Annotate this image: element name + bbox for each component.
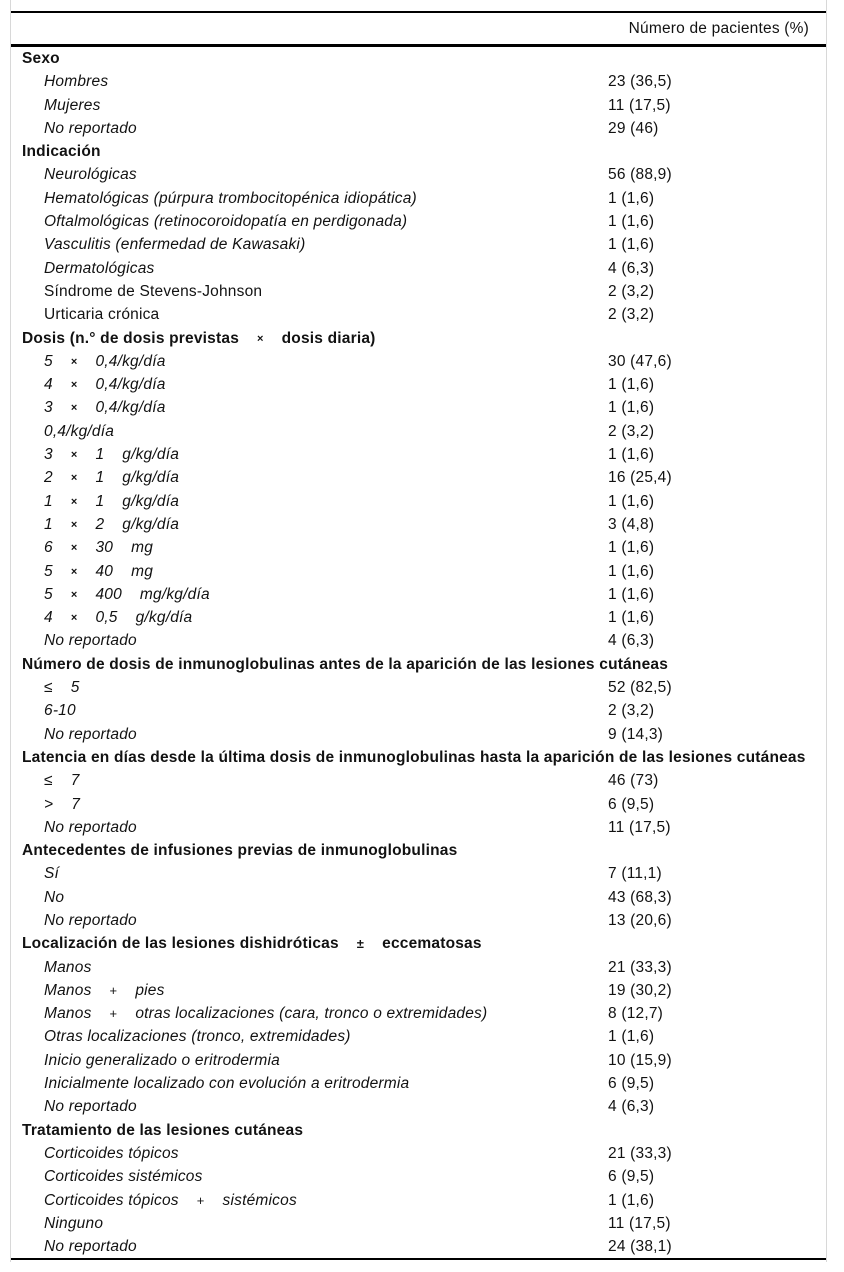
plus-symbol: + — [109, 1006, 118, 1022]
row-value: 4 (6,3) — [608, 1098, 655, 1116]
row-value: 11 (17,5) — [608, 96, 671, 114]
row-value: 11 (17,5) — [608, 818, 671, 836]
label-part: 7 — [70, 772, 80, 790]
section-title-row — [11, 47, 826, 70]
table-row — [11, 443, 826, 466]
row-label: Manos — [44, 958, 92, 976]
row-label — [11, 443, 179, 468]
row-value: 2 (3,2) — [608, 702, 655, 720]
row-value: 24 (38,1) — [608, 1238, 672, 1256]
row-label: Vasculitis (enfermedad de Kawasaki) — [44, 236, 306, 254]
row-label — [11, 373, 166, 398]
row-label: Otras localizaciones (tronco, extremidades) — [44, 1028, 351, 1046]
row-label — [11, 536, 153, 561]
row-label — [11, 583, 210, 608]
section-title: Tratamiento de las lesiones cutáneas — [22, 1121, 304, 1139]
row-value: 8 (12,7) — [608, 1005, 664, 1023]
label-part: 40 — [95, 562, 114, 580]
label-part: mg/kg/día — [139, 585, 210, 603]
table-row — [11, 70, 826, 93]
row-label — [11, 1002, 487, 1025]
row-value: 2 (3,2) — [608, 282, 655, 300]
row-value: 4 (6,3) — [608, 259, 655, 277]
table-row — [11, 1165, 826, 1188]
table-row — [11, 1235, 826, 1258]
table-row — [11, 490, 826, 513]
label-part: 0,4/kg/día — [95, 399, 166, 417]
table-row — [11, 1002, 826, 1025]
section-title-row — [11, 839, 826, 862]
label-part: 2 — [95, 515, 105, 533]
row-label — [11, 560, 153, 585]
row-value: 13 (20,6) — [608, 911, 672, 929]
row-value: 1 (1,6) — [608, 492, 655, 510]
row-label: No reportado — [44, 725, 137, 743]
label-part: 0,4/kg/día — [95, 352, 166, 370]
row-label: No reportado — [44, 119, 137, 137]
row-value: 1 (1,6) — [608, 1028, 655, 1046]
section-title-row — [11, 327, 826, 350]
column-header-numero-pacientes: Número de pacientes (%) — [628, 20, 809, 37]
label-part: eccematosas — [382, 935, 482, 953]
label-part: 5 — [44, 562, 53, 580]
row-label: No reportado — [44, 1098, 137, 1116]
table-row — [11, 210, 826, 233]
row-label: Ninguno — [44, 1214, 104, 1232]
table-row — [11, 350, 826, 373]
section-title — [11, 932, 482, 955]
row-label — [11, 769, 80, 792]
row-value: 7 (11,1) — [608, 865, 662, 883]
section-title-row — [11, 932, 826, 955]
label-part: Dosis (n.° de dosis previstas — [22, 329, 240, 347]
table-row — [11, 373, 826, 396]
row-value: 29 (46) — [608, 119, 659, 137]
label-part: Localización de las lesiones dishidróticas — [22, 935, 339, 953]
times-symbol: × — [70, 612, 78, 625]
row-value: 1 (1,6) — [608, 1191, 655, 1209]
table-row — [11, 1049, 826, 1072]
row-value: 56 (88,9) — [608, 166, 672, 184]
row-value: 1 (1,6) — [608, 189, 655, 207]
plus-symbol: + — [196, 1192, 205, 1208]
section-title: Número de dosis de inmunoglobulinas antes de la aparición de las lesiones cutáneas — [22, 655, 669, 673]
row-label: No reportado — [44, 632, 137, 650]
table-row — [11, 793, 826, 816]
section-title: Sexo — [22, 50, 60, 67]
times-symbol: × — [70, 495, 78, 508]
table-row — [11, 816, 826, 839]
row-label — [11, 490, 179, 515]
row-value: 21 (33,3) — [608, 958, 672, 976]
table-row — [11, 94, 826, 117]
row-label: 0,4/kg/día — [44, 422, 115, 440]
times-symbol: × — [70, 565, 78, 578]
table-row — [11, 1212, 826, 1235]
row-label: No — [44, 888, 65, 906]
label-part: 1 — [44, 515, 53, 533]
table-row — [11, 886, 826, 909]
row-value: 1 (1,6) — [608, 609, 655, 627]
table-row — [11, 396, 826, 419]
label-part: Manos — [44, 981, 92, 999]
label-part: > — [44, 795, 54, 813]
patients-characteristics-table — [10, 0, 827, 1262]
row-label: Dermatológicas — [44, 259, 155, 277]
table-row — [11, 699, 826, 722]
table-row — [11, 1142, 826, 1165]
label-part: 4 — [44, 609, 53, 627]
table-row — [11, 163, 826, 186]
table-row — [11, 536, 826, 559]
row-value: 52 (82,5) — [608, 679, 672, 697]
label-part: 2 — [44, 469, 53, 487]
table-row — [11, 1072, 826, 1095]
table-row — [11, 956, 826, 979]
row-value: 43 (68,3) — [608, 888, 672, 906]
row-label — [11, 606, 192, 631]
row-label — [11, 793, 80, 816]
row-value: 1 (1,6) — [608, 376, 655, 394]
table-row — [11, 769, 826, 792]
table-row — [11, 1189, 826, 1212]
row-label — [11, 1189, 297, 1212]
label-part: 1 — [95, 469, 105, 487]
table-body — [11, 47, 826, 1260]
row-label: Hematológicas (púrpura trombocitopénica idiopática) — [44, 189, 417, 207]
row-label: Mujeres — [44, 96, 101, 114]
label-part: g/kg/día — [122, 492, 180, 510]
table-row — [11, 560, 826, 583]
label-part: otras localizaciones (cara, tronco o extremidades) — [135, 1005, 488, 1023]
label-part: g/kg/día — [122, 469, 180, 487]
table-row — [11, 909, 826, 932]
table-row — [11, 979, 826, 1002]
row-value: 6 (9,5) — [608, 795, 655, 813]
row-label: No reportado — [44, 818, 137, 836]
label-part: 1 — [95, 492, 105, 510]
table-row — [11, 676, 826, 699]
label-part: 1 — [95, 446, 105, 464]
row-label — [11, 513, 179, 538]
row-value: 19 (30,2) — [608, 981, 672, 999]
times-symbol: × — [70, 355, 78, 368]
label-part: 0,5 — [95, 609, 118, 627]
table-row — [11, 420, 826, 443]
times-symbol: × — [70, 542, 78, 555]
table-row — [11, 303, 826, 326]
row-label: No reportado — [44, 911, 137, 929]
label-part: 30 — [95, 539, 114, 557]
table-row — [11, 1095, 826, 1118]
label-part: 1 — [44, 492, 53, 510]
table-row — [11, 513, 826, 536]
table-row — [11, 233, 826, 256]
row-value: 21 (33,3) — [608, 1144, 672, 1162]
label-part: g/kg/día — [122, 446, 180, 464]
row-value: 1 (1,6) — [608, 539, 655, 557]
row-label: Sí — [44, 865, 60, 883]
row-value: 4 (6,3) — [608, 632, 655, 650]
table-row — [11, 280, 826, 303]
row-value: 6 (9,5) — [608, 1075, 655, 1093]
table-row — [11, 583, 826, 606]
section-title: Latencia en días desde la última dosis de inmunoglobulinas hasta la aparición de las lesiones cutáneas — [22, 748, 806, 766]
times-symbol: × — [70, 472, 78, 485]
row-label: Inicialmente localizado con evolución a eritrodermia — [44, 1075, 410, 1093]
row-value: 2 (3,2) — [608, 306, 655, 324]
label-part: 6 — [44, 539, 53, 557]
label-part: 5 — [44, 352, 53, 370]
row-label — [11, 979, 165, 1002]
label-part: 400 — [95, 585, 122, 603]
label-part: 3 — [44, 446, 53, 464]
table-row — [11, 257, 826, 280]
row-value: 2 (3,2) — [608, 422, 655, 440]
label-part: 3 — [44, 399, 53, 417]
table-row — [11, 187, 826, 210]
times-symbol: × — [257, 332, 264, 345]
label-part: ≤ — [44, 679, 53, 697]
label-part: 5 — [44, 585, 53, 603]
table-row — [11, 1025, 826, 1048]
label-part: mg — [131, 539, 154, 557]
label-part: 4 — [44, 376, 53, 394]
row-value: 23 (36,5) — [608, 73, 672, 91]
table-row — [11, 629, 826, 652]
label-part: pies — [135, 981, 165, 999]
section-title: Indicación — [22, 143, 101, 161]
label-part: 5 — [70, 679, 80, 697]
section-title-row — [11, 140, 826, 163]
row-label — [11, 350, 166, 375]
row-label — [11, 396, 166, 421]
row-label: Neurológicas — [44, 166, 137, 184]
table-row — [11, 606, 826, 629]
label-part: 0,4/kg/día — [95, 376, 166, 394]
row-label: Urticaria crónica — [44, 306, 160, 324]
row-value: 1 (1,6) — [608, 236, 655, 254]
label-part: sistémicos — [222, 1191, 297, 1209]
row-label: Hombres — [44, 73, 109, 91]
times-symbol: × — [70, 379, 78, 392]
label-part: Manos — [44, 1005, 92, 1023]
row-value: 1 (1,6) — [608, 446, 655, 464]
row-label: Corticoides tópicos — [44, 1144, 179, 1162]
times-symbol: × — [70, 449, 78, 462]
label-part: g/kg/día — [135, 609, 193, 627]
row-label — [11, 676, 80, 699]
table-row — [11, 862, 826, 885]
section-title-row — [11, 746, 826, 769]
table-row — [11, 117, 826, 140]
plus-minus-symbol: ± — [356, 936, 365, 952]
row-value: 9 (14,3) — [608, 725, 664, 743]
row-value: 10 (15,9) — [608, 1051, 672, 1069]
row-value: 1 (1,6) — [608, 399, 655, 417]
row-label: Inicio generalizado o eritrodermia — [44, 1051, 280, 1069]
label-part: ≤ — [44, 772, 53, 790]
row-label: Síndrome de Stevens-Johnson — [44, 282, 263, 300]
label-part: dosis diaria) — [281, 329, 376, 347]
times-symbol: × — [70, 588, 78, 601]
label-part: mg — [131, 562, 154, 580]
row-value: 1 (1,6) — [608, 562, 655, 580]
row-label: No reportado — [44, 1238, 137, 1256]
row-value: 6 (9,5) — [608, 1168, 655, 1186]
row-value: 46 (73) — [608, 772, 659, 790]
section-title: Antecedentes de infusiones previas de inmunoglobulinas — [22, 842, 458, 860]
row-value: 3 (4,8) — [608, 515, 655, 533]
section-title — [11, 327, 376, 352]
table-header-row — [11, 11, 826, 47]
row-label: Oftalmológicas (retinocoroidopatía en perdigonada) — [44, 213, 408, 231]
section-title-row — [11, 653, 826, 676]
table-row — [11, 466, 826, 489]
row-value: 11 (17,5) — [608, 1214, 671, 1232]
table-row — [11, 723, 826, 746]
row-value: 30 (47,6) — [608, 352, 672, 370]
row-label: 6-10 — [44, 702, 76, 720]
times-symbol: × — [70, 518, 78, 531]
times-symbol: × — [70, 402, 78, 415]
section-title-row — [11, 1119, 826, 1142]
label-part: 7 — [71, 795, 81, 813]
label-part: g/kg/día — [122, 515, 180, 533]
row-label: Corticoides sistémicos — [44, 1168, 203, 1186]
row-label — [11, 466, 179, 491]
row-value: 1 (1,6) — [608, 585, 655, 603]
plus-symbol: + — [109, 982, 118, 998]
label-part: Corticoides tópicos — [44, 1191, 179, 1209]
row-value: 16 (25,4) — [608, 469, 672, 487]
row-value: 1 (1,6) — [608, 213, 655, 231]
